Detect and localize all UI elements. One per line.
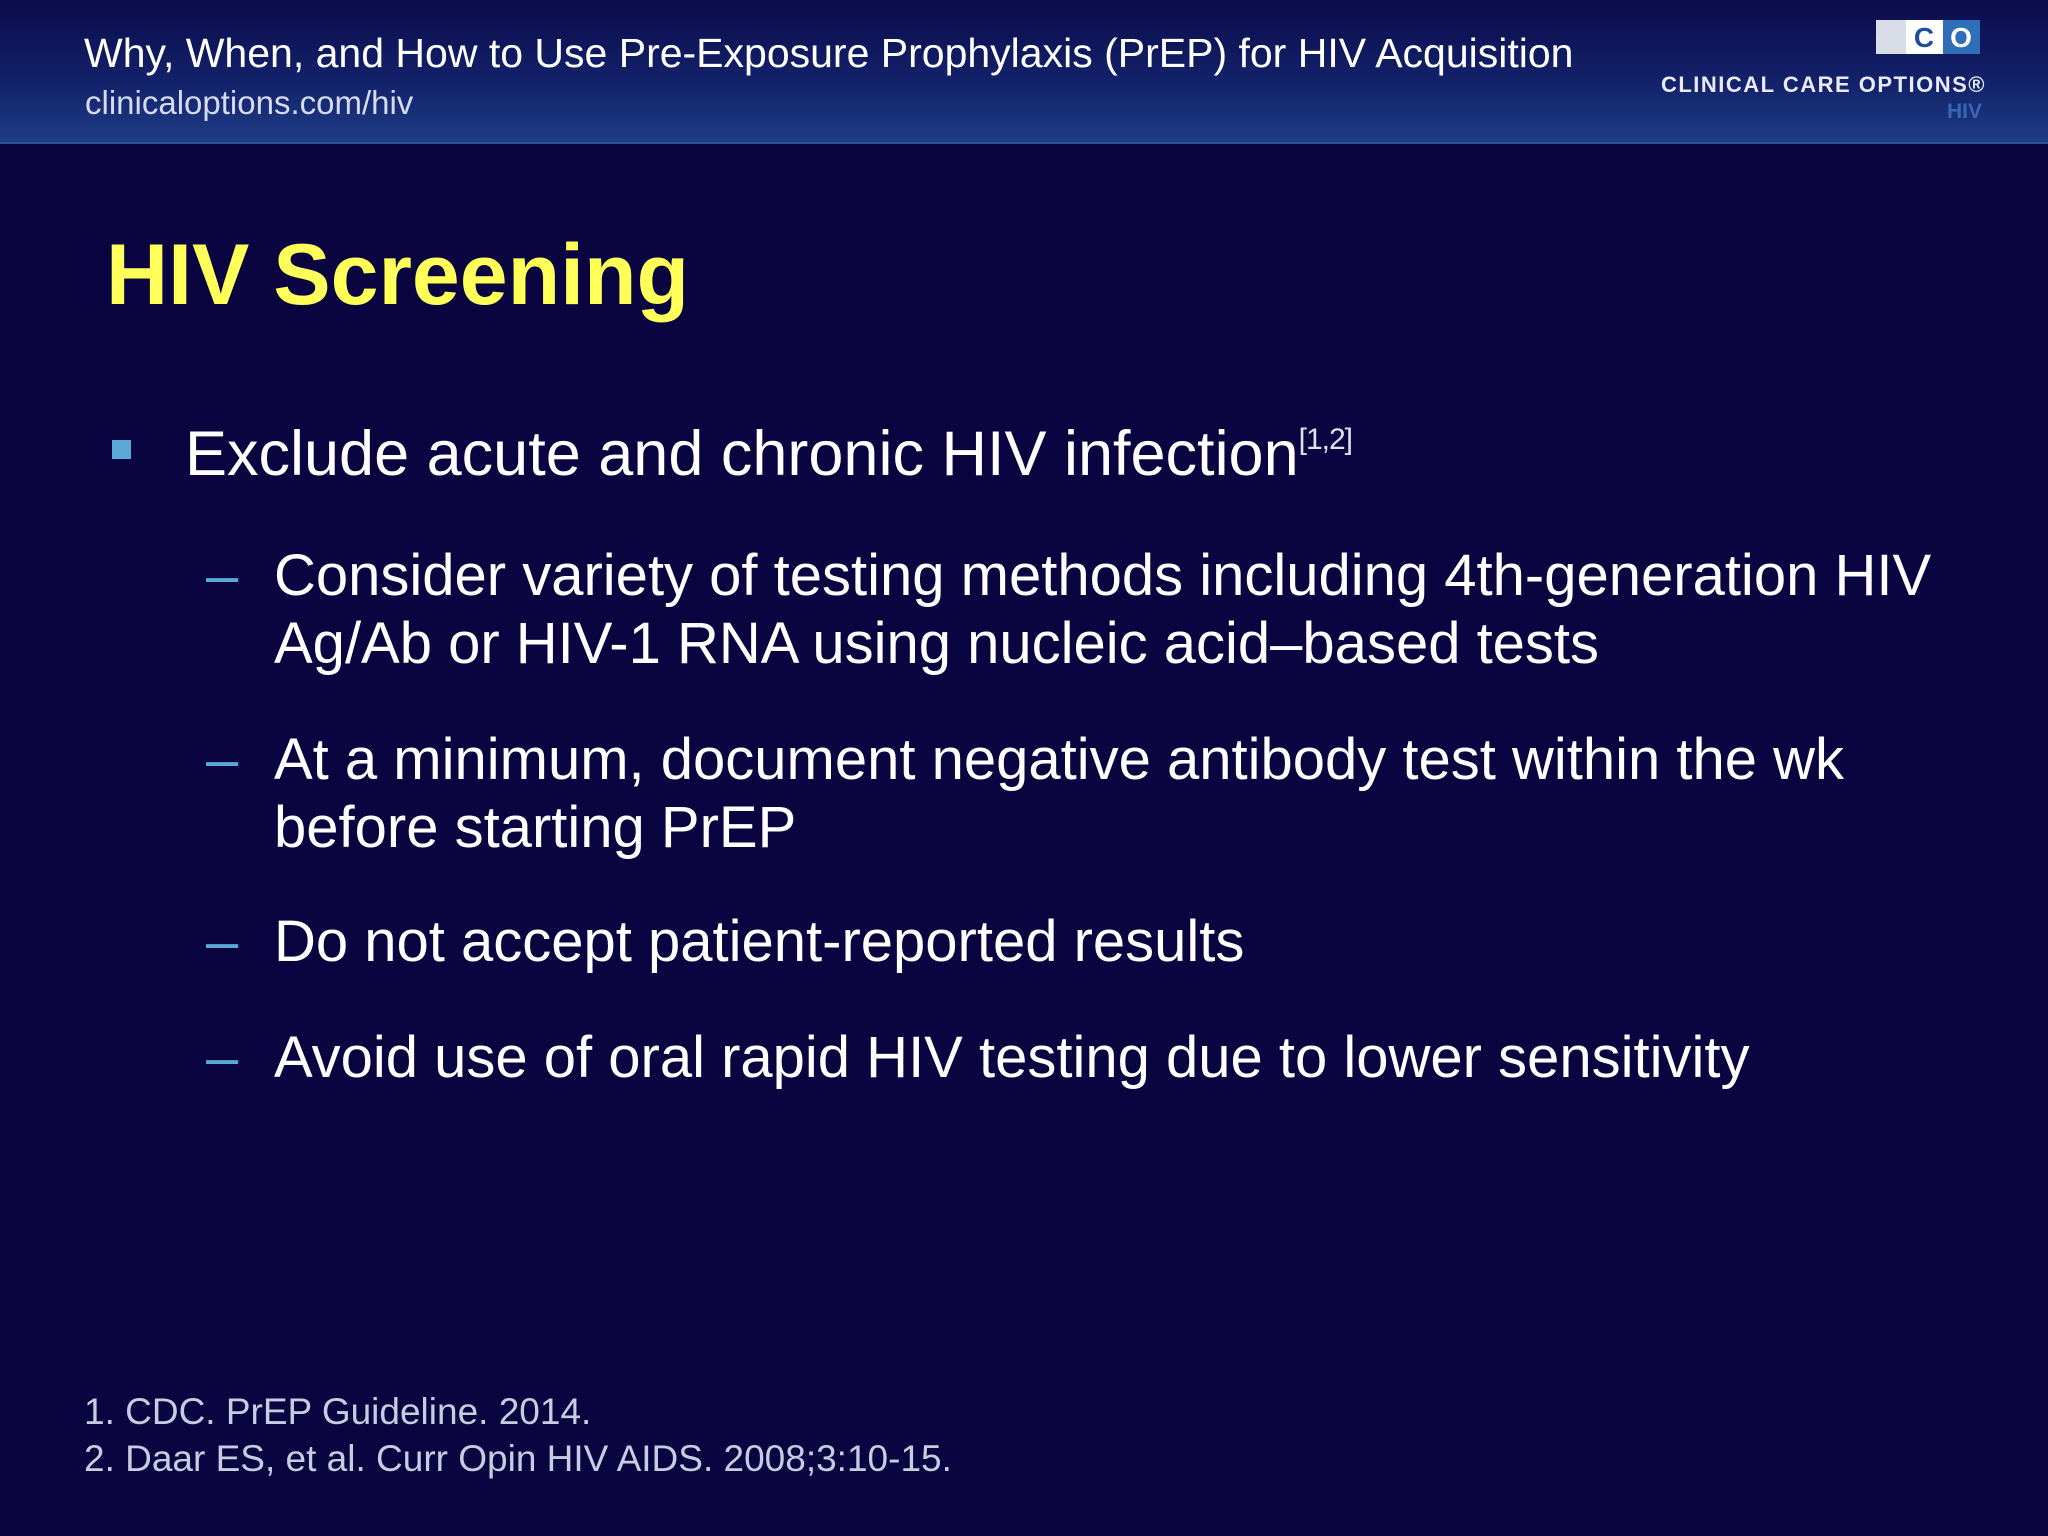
citation-marker: [1,2] — [1298, 423, 1353, 456]
header-bar — [0, 0, 2048, 144]
reference-item: 1. CDC. PrEP Guideline. 2014. — [84, 1391, 592, 1432]
header-url: clinicaloptions.com/hiv — [85, 84, 414, 121]
slide-title: HIV Screening — [106, 227, 690, 323]
main-bullet-text — [185, 418, 1352, 490]
reference-item: 2. Daar ES, et al. Curr Opin HIV AIDS. 2008;3:10-15. — [84, 1438, 952, 1479]
dash-bullet-icon: – — [206, 909, 239, 974]
presentation-title: Why, When, and How to Use Pre-Exposure Prophylaxis (PrEP) for HIV Acquisition — [84, 30, 1574, 76]
square-bullet-icon — [112, 440, 131, 459]
dash-bullet-icon: – — [206, 727, 239, 792]
clinical-care-options-logo — [1660, 18, 1990, 128]
sub-bullet-text: At a minimum, document negative antibody test within the wk before starting PrEP — [274, 727, 1844, 860]
logo-name: CLINICAL CARE OPTIONS® — [1660, 72, 1986, 97]
references — [84, 1388, 952, 1482]
svg-text:C: C — [1913, 22, 1935, 53]
sub-bullet-text: Do not accept patient-reported results — [274, 909, 1245, 974]
cco-logo-icon — [1876, 20, 1980, 54]
dash-bullet-icon: – — [206, 543, 239, 608]
main-bullet-label: Exclude acute and chronic HIV infection — [185, 419, 1299, 489]
logo-subtitle: HIV — [1946, 100, 1982, 123]
dash-bullet-icon: – — [206, 1025, 239, 1090]
sub-bullet-text: Avoid use of oral rapid HIV testing due to lower sensitivity — [274, 1025, 1750, 1090]
sub-bullet-text: Consider variety of testing methods including 4th-generation HIV Ag/Ab or HIV-1 RNA using nucleic acid–based tests — [274, 543, 1932, 676]
svg-text:O: O — [1950, 22, 1972, 53]
